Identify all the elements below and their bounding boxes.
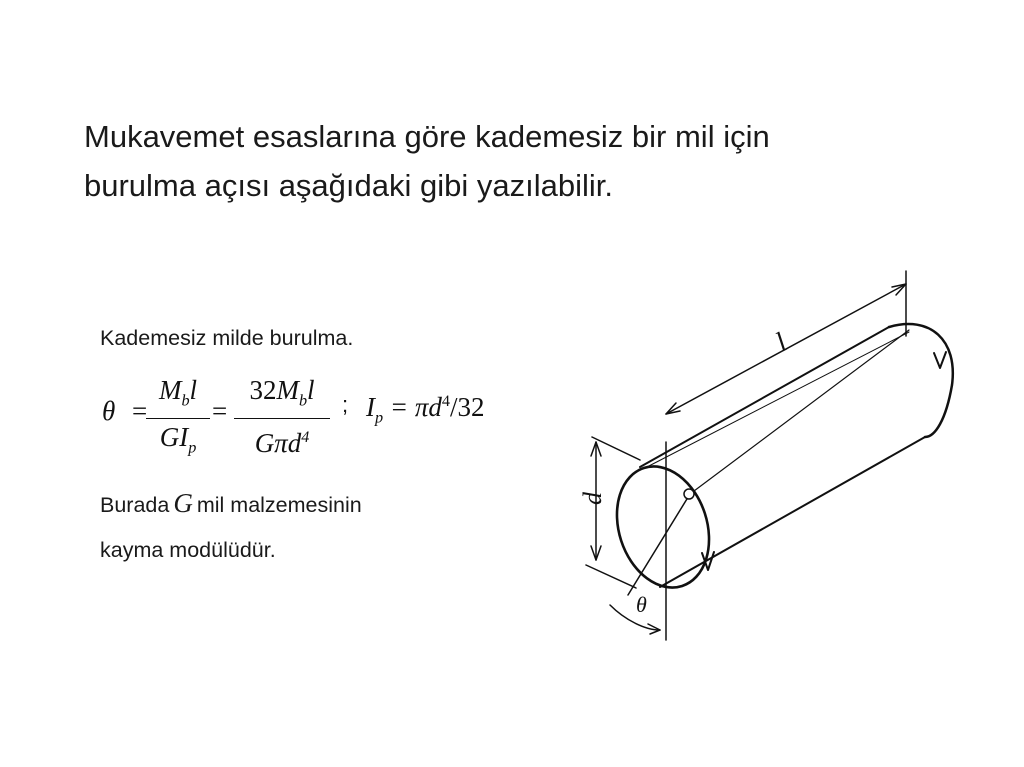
fraction-1-numerator: $M_bl$ [158,375,198,410]
length-arrow-right-icon [892,284,906,295]
twist-line-1 [690,330,909,494]
fraction-2 [234,374,330,459]
equals-sign: = [132,396,148,426]
shaft-near-end [602,454,724,599]
slide-heading [84,112,944,210]
torsion-formula [102,372,542,462]
fraction-2-numerator: $32M_bl$ [249,375,315,410]
twist-line-2 [645,332,909,468]
fraction-2-denominator: Gπd$^4$ [254,428,310,459]
shear-modulus-symbol: G [173,488,193,518]
diameter-ext-top [592,437,640,460]
fraction-1 [146,374,210,464]
shaft-top-edge [640,327,889,467]
body-line-1: Burada G mil malzemesinin [100,488,362,518]
polar-moment-formula: $I_p = \pi d^4/32$ [366,392,485,427]
theta-label: θ [636,592,647,617]
heading-line-1: Mukavemet esaslarına göre kademesiz bir mil için [84,119,770,154]
angle-ray [628,494,690,595]
shaft-bottom-edge [660,437,925,587]
diameter-label: d [578,492,607,505]
length-arrow-left-icon [666,403,680,414]
shaft-torsion-diagram [560,255,980,655]
body-line-2: kayma modülüdür. [100,538,276,562]
equals-sign-2: = [212,396,228,426]
formula-separator: ; [342,392,349,417]
fraction-2-bar [234,418,330,419]
diameter-ext-bottom [586,565,636,588]
fraction-1-bar [146,418,210,419]
theta-symbol: θ [102,396,116,426]
heading-line-2: burulma açısı aşağıdaki gibi yazılabilir. [84,168,613,203]
shaft-far-end [889,324,953,437]
figure-caption: Kademesiz milde burulma. [100,326,354,350]
fraction-1-denominator: $GI_p$ [159,422,197,457]
reference-point [684,489,694,499]
length-label: l [770,327,793,359]
far-end-arrow-icon [934,352,946,368]
